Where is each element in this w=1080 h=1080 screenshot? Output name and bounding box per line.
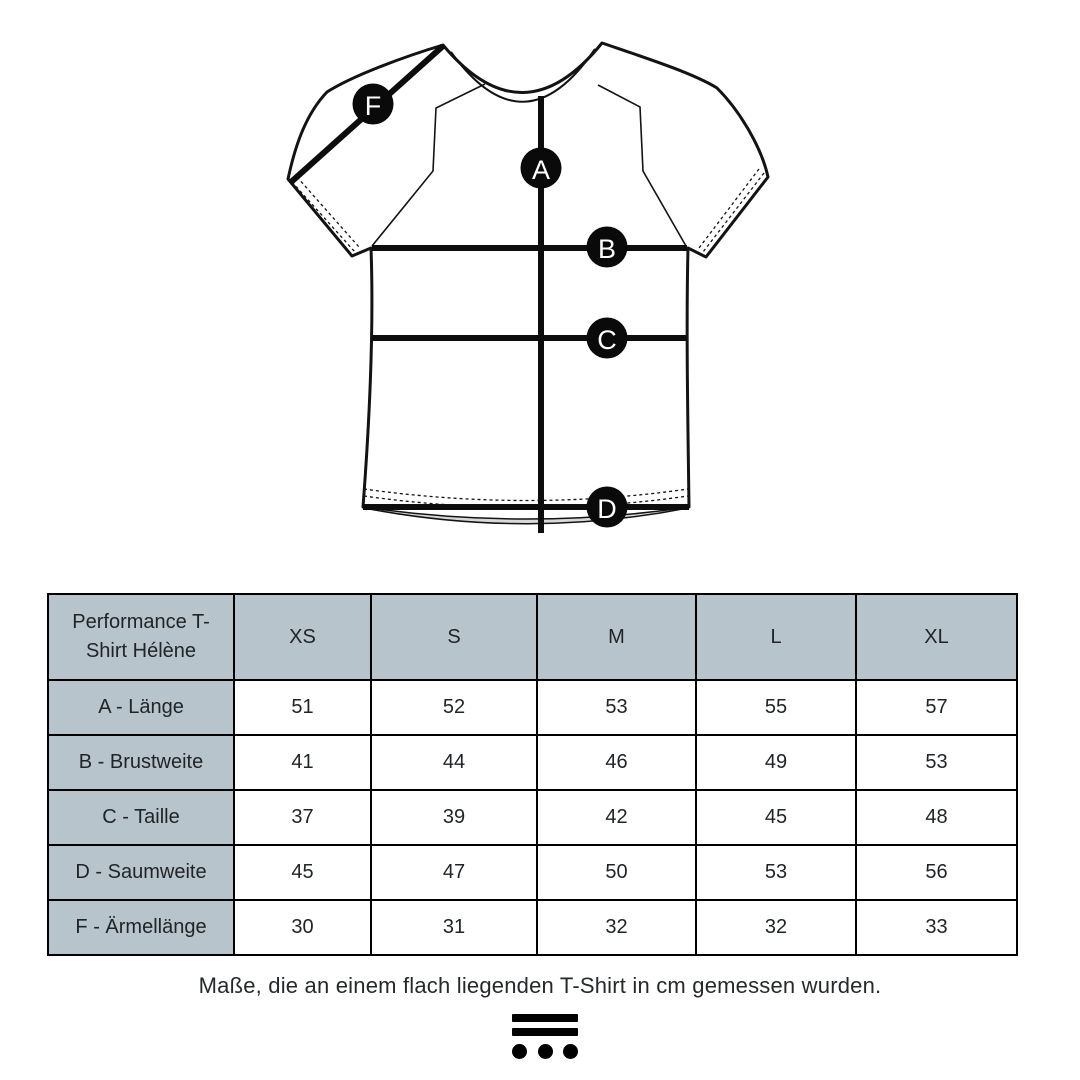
measurement-cell: 45: [234, 845, 371, 900]
measurement-cell: 53: [856, 735, 1017, 790]
row-label: D - Saumweite: [48, 845, 234, 900]
table-row-aermellaenge: [48, 900, 1017, 955]
size-col-header-m: M: [537, 594, 696, 680]
measure-marker-a: [521, 148, 562, 189]
size-header-row: [48, 594, 1017, 680]
measurement-cell: 56: [856, 845, 1017, 900]
brand-logo: [512, 1014, 578, 1059]
size-chart-table: [47, 593, 1018, 956]
size-col-header-xl: XL: [856, 594, 1017, 680]
logo-bar-icon: [512, 1028, 578, 1036]
marker-label-d: D: [597, 494, 617, 524]
measurement-cell: 47: [371, 845, 537, 900]
size-col-header-s: S: [371, 594, 537, 680]
measure-marker-d: [587, 487, 628, 528]
measurement-cell: 42: [537, 790, 696, 845]
measurement-cell: 37: [234, 790, 371, 845]
measurement-cell: 51: [234, 680, 371, 735]
table-row-laenge: [48, 680, 1017, 735]
logo-bar-icon: [512, 1014, 578, 1022]
logo-dots-icon: [512, 1044, 578, 1059]
measurement-cell: 32: [696, 900, 856, 955]
measurement-cell: 50: [537, 845, 696, 900]
measurement-cell: 30: [234, 900, 371, 955]
row-label: B - Brustweite: [48, 735, 234, 790]
measurement-cell: 57: [856, 680, 1017, 735]
measurement-cell: 53: [537, 680, 696, 735]
measurement-cell: 53: [696, 845, 856, 900]
product-name-header: Performance T-Shirt Hélène: [48, 594, 234, 680]
marker-label-f: F: [364, 91, 382, 121]
measurement-cell: 33: [856, 900, 1017, 955]
measurement-cell: 46: [537, 735, 696, 790]
table-row-saumweite: [48, 845, 1017, 900]
table-row-brustweite: [48, 735, 1017, 790]
marker-label-c: C: [597, 325, 617, 355]
measurement-cell: 48: [856, 790, 1017, 845]
logo-dot: [563, 1044, 578, 1059]
measurement-cell: 44: [371, 735, 537, 790]
measurement-cell: 52: [371, 680, 537, 735]
measurement-cell: 31: [371, 900, 537, 955]
size-col-header-xs: XS: [234, 594, 371, 680]
table-row-taille: [48, 790, 1017, 845]
measurement-cell: 39: [371, 790, 537, 845]
logo-dot: [538, 1044, 553, 1059]
marker-label-b: B: [597, 234, 617, 264]
measure-marker-f: [353, 84, 394, 125]
size-col-header-l: L: [696, 594, 856, 680]
measurement-cell: 45: [696, 790, 856, 845]
measurement-cell: 55: [696, 680, 856, 735]
marker-label-a: A: [531, 155, 551, 185]
row-label: A - Länge: [48, 680, 234, 735]
row-label: F - Ärmellänge: [48, 900, 234, 955]
measurement-cell: 32: [537, 900, 696, 955]
measurement-note: Maße, die an einem flach liegenden T-Shirt in cm gemessen wurden.: [198, 973, 882, 998]
measure-marker-c: [587, 318, 628, 359]
row-label: C - Taille: [48, 790, 234, 845]
measure-marker-b: [587, 227, 628, 268]
logo-dot: [512, 1044, 527, 1059]
measurement-cell: 41: [234, 735, 371, 790]
measurement-cell: 49: [696, 735, 856, 790]
